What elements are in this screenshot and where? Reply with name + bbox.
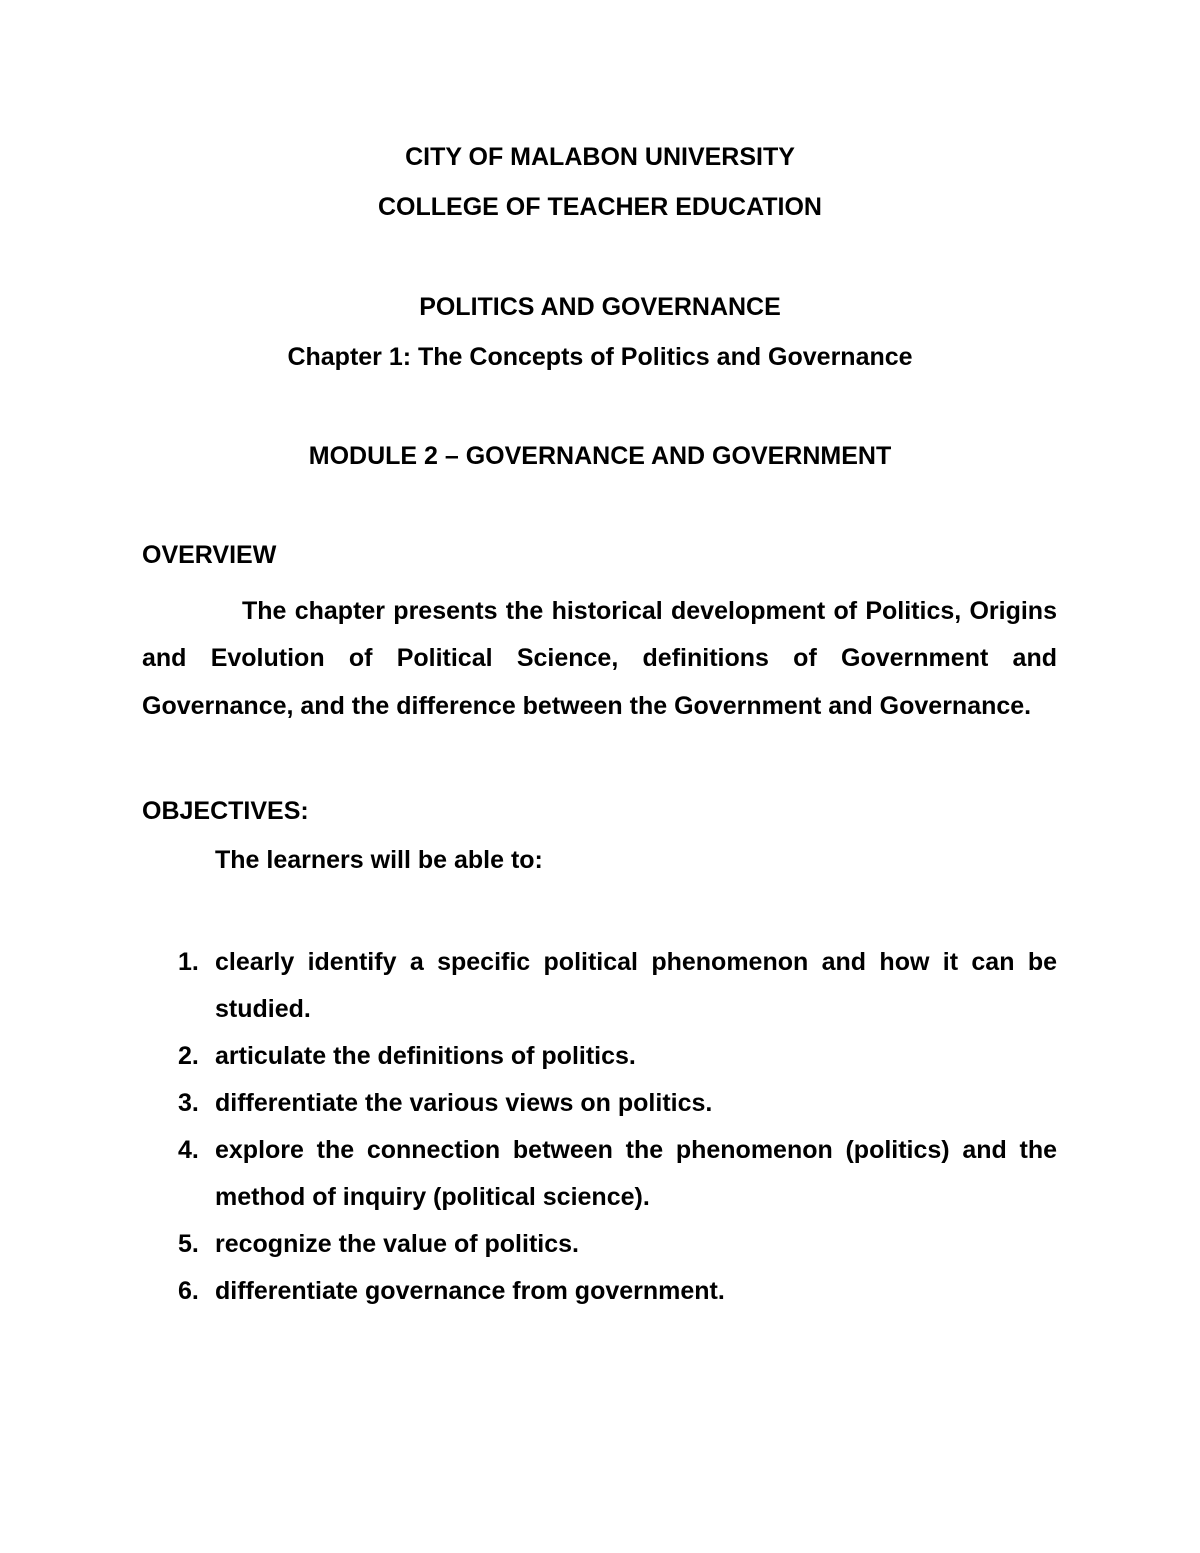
- objective-text: articulate the definitions of politics.: [215, 1042, 636, 1070]
- overview-heading: OVERVIEW: [142, 541, 277, 569]
- objective-number: 6.: [178, 1277, 199, 1305]
- objective-number: 1.: [178, 948, 199, 976]
- objective-text: differentiate the various views on politics.: [215, 1089, 713, 1117]
- objective-item: [142, 1221, 1057, 1268]
- objective-item: [142, 1127, 1057, 1221]
- objective-number: 4.: [178, 1136, 199, 1164]
- objective-item: [142, 1033, 1057, 1080]
- objective-number: 5.: [178, 1230, 199, 1258]
- objective-item: [142, 1080, 1057, 1127]
- objective-item: [142, 1268, 1057, 1315]
- objective-item: [142, 939, 1057, 1033]
- objective-text: differentiate governance from government.: [215, 1277, 725, 1305]
- objective-text: recognize the value of politics.: [215, 1230, 579, 1258]
- overview-paragraph: The chapter presents the historical development of Politics, Origins and Evolution of Political Science, definitions of Government and Governance, and the difference between the Government and Governance.: [142, 597, 1057, 720]
- module-title: MODULE 2 – GOVERNANCE AND GOVERNMENT: [308, 442, 892, 470]
- objective-number: 2.: [178, 1042, 199, 1070]
- objectives-list: [142, 939, 1057, 1315]
- objectives-intro: The learners will be able to:: [215, 846, 543, 874]
- subject-title: POLITICS AND GOVERNANCE: [419, 293, 781, 321]
- objective-text: explore the connection between the phenomenon (politics) and the method of inquiry (political science).: [215, 1136, 1057, 1211]
- university-name: CITY OF MALABON UNIVERSITY: [405, 143, 795, 171]
- chapter-title: Chapter 1: The Concepts of Politics and Governance: [287, 343, 913, 371]
- college-name: COLLEGE OF TEACHER EDUCATION: [378, 193, 822, 221]
- objectives-heading: OBJECTIVES:: [142, 797, 309, 825]
- objective-number: 3.: [178, 1089, 199, 1117]
- objective-text: clearly identify a specific political phenomenon and how it can be studied.: [215, 948, 1057, 1023]
